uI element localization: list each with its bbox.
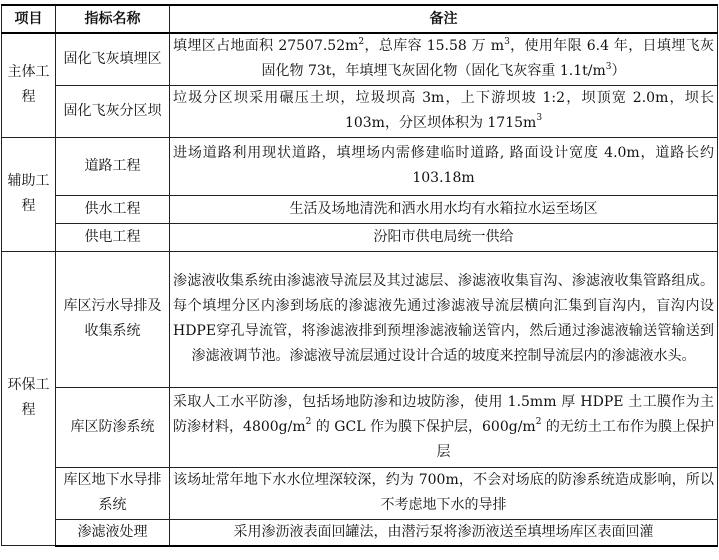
header-item: 项目 [2, 5, 56, 33]
table-row [2, 85, 718, 137]
row-name: 固化飞灰填埋区 [56, 33, 170, 85]
row-name: 供电工程 [56, 223, 170, 251]
table-row [2, 467, 718, 519]
row-name: 库区防渗系统 [56, 387, 170, 467]
row-name: 道路工程 [56, 137, 170, 195]
row-note: 生活及场地清洗和洒水用水均有水箱拉水运至场区 [170, 195, 718, 223]
row-note: 采取人工水平防渗，包括场地防渗和边坡防渗，使用 1.5mm 厚 HDPE 土工膜作为主防渗材料，$4800g/m^2$ 的 GCL 作为膜下保护层，$600g/m^2$ 的无纺土工布作为膜上保护层 [170, 387, 718, 467]
row-note: 采用渗沥液表面回罐法，由潜污泵将渗沥液送至填埋场库区表面回灌 [170, 519, 718, 546]
row-note: 填埋区占地面积 $27507.52m^2$，总库容 15.58 万 $m^3$，使用年限 6.4 年，日填埋飞灰固化物 73t，年填埋飞灰固化物（固化飞灰容重 $1.1t/m^3$） [170, 33, 718, 85]
category-aux: 辅助工程 [2, 137, 56, 251]
row-note: 汾阳市供电局统一供给 [170, 223, 718, 251]
table-row [2, 223, 718, 251]
table-row [2, 137, 718, 195]
table-row [2, 387, 718, 467]
project-spec-table [1, 4, 718, 547]
table-row [2, 195, 718, 223]
header-indicator-name: 指标名称 [56, 5, 170, 33]
category-env: 环保工程 [2, 251, 56, 546]
row-name: 渗滤液处理 [56, 519, 170, 546]
table-header-row [2, 5, 718, 33]
table-row [2, 33, 718, 85]
category-main: 主体工程 [2, 33, 56, 137]
table-row [2, 251, 718, 387]
table-row [2, 519, 718, 546]
row-note: 渗滤液收集系统由渗滤液导流层及其过滤层、渗滤液收集盲沟、渗滤液收集管路组成。每个填埋分区内渗到场底的渗滤液先通过渗滤液导流层横向汇集到盲沟内，盲沟内设HDPE穿孔导流管，将渗滤液排到预埋渗滤液输送管内，然后通过渗滤液输送管输送到渗滤液调节池。渗滤液导流层通过设计合适的坡度来控制导流层内的渗滤液水头。 [170, 251, 718, 387]
header-remarks: 备注 [170, 5, 718, 33]
row-note: 该场址常年地下水水位埋深较深，约为 700m，不会对场底的防渗系统造成影响，所以不考虑地下水的导排 [170, 467, 718, 519]
row-name: 库区地下水导排系统 [56, 467, 170, 519]
row-note: 垃圾分区坝采用碾压土坝，垃圾坝高 3m，上下游坝坡 1:2，坝顶宽 2.0m，坝长 103m，分区坝体积为 $1715m^3$ [170, 85, 718, 137]
row-note: 进场道路利用现状道路，填埋场内需修建临时道路, 路面设计宽度 4.0m，道路长约 103.18m [170, 137, 718, 195]
row-name: 供水工程 [56, 195, 170, 223]
row-name: 固化飞灰分区坝 [56, 85, 170, 137]
row-name: 库区污水导排及收集系统 [56, 251, 170, 387]
